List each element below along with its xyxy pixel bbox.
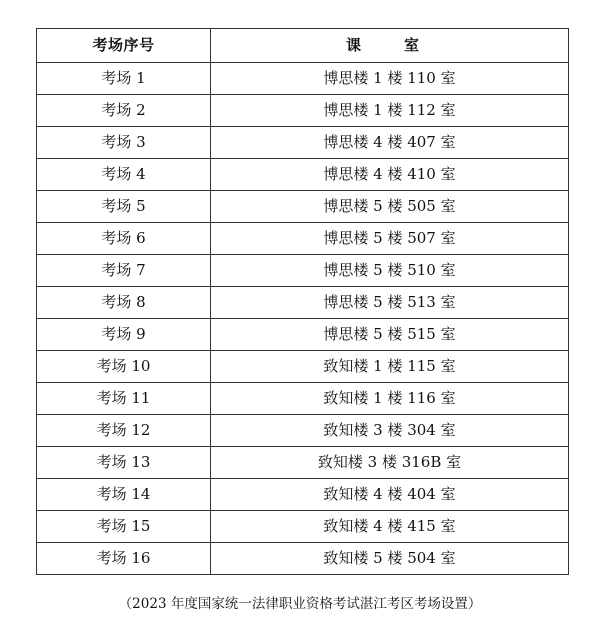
hall-number-cell: 考场 7 bbox=[37, 255, 211, 287]
hall-number-cell: 考场 8 bbox=[37, 287, 211, 319]
table-row bbox=[37, 95, 569, 127]
table-header bbox=[37, 29, 569, 63]
hall-number-cell: 考场 5 bbox=[37, 191, 211, 223]
hall-number-cell: 考场 6 bbox=[37, 223, 211, 255]
table-row bbox=[37, 479, 569, 511]
classroom-cell: 致知楼 3 楼 304 室 bbox=[211, 415, 569, 447]
table-row bbox=[37, 63, 569, 95]
hall-number-cell: 考场 11 bbox=[37, 383, 211, 415]
table-row bbox=[37, 351, 569, 383]
classroom-cell: 致知楼 4 楼 415 室 bbox=[211, 511, 569, 543]
table-row bbox=[37, 127, 569, 159]
classroom-cell: 博思楼 1 楼 110 室 bbox=[211, 63, 569, 95]
table-row bbox=[37, 319, 569, 351]
table-row bbox=[37, 543, 569, 575]
hall-number-cell: 考场 10 bbox=[37, 351, 211, 383]
table-row bbox=[37, 159, 569, 191]
classroom-cell: 博思楼 5 楼 515 室 bbox=[211, 319, 569, 351]
table-row bbox=[37, 255, 569, 287]
hall-number-cell: 考场 2 bbox=[37, 95, 211, 127]
classroom-cell: 博思楼 5 楼 505 室 bbox=[211, 191, 569, 223]
classroom-cell: 致知楼 1 楼 116 室 bbox=[211, 383, 569, 415]
hall-number-cell: 考场 3 bbox=[37, 127, 211, 159]
table-row bbox=[37, 191, 569, 223]
exam-room-table bbox=[36, 28, 569, 575]
classroom-cell: 博思楼 5 楼 513 室 bbox=[211, 287, 569, 319]
hall-number-cell: 考场 14 bbox=[37, 479, 211, 511]
classroom-cell: 博思楼 4 楼 410 室 bbox=[211, 159, 569, 191]
classroom-cell: 博思楼 4 楼 407 室 bbox=[211, 127, 569, 159]
hall-number-cell: 考场 9 bbox=[37, 319, 211, 351]
table-row bbox=[37, 511, 569, 543]
hall-number-cell: 考场 1 bbox=[37, 63, 211, 95]
classroom-cell: 致知楼 5 楼 504 室 bbox=[211, 543, 569, 575]
hall-number-cell: 考场 13 bbox=[37, 447, 211, 479]
table-row bbox=[37, 287, 569, 319]
classroom-cell: 致知楼 1 楼 115 室 bbox=[211, 351, 569, 383]
hall-number-cell: 考场 4 bbox=[37, 159, 211, 191]
table-row bbox=[37, 383, 569, 415]
classroom-header: 课 室 bbox=[211, 29, 569, 63]
classroom-cell: 博思楼 5 楼 507 室 bbox=[211, 223, 569, 255]
hall-number-cell: 考场 12 bbox=[37, 415, 211, 447]
table-row bbox=[37, 447, 569, 479]
table-row bbox=[37, 415, 569, 447]
table-caption: （2023 年度国家统一法律职业资格考试湛江考区考场设置） bbox=[118, 596, 482, 612]
classroom-cell: 博思楼 5 楼 510 室 bbox=[211, 255, 569, 287]
header-row bbox=[37, 29, 569, 63]
hall-number-cell: 考场 16 bbox=[37, 543, 211, 575]
classroom-cell: 致知楼 3 楼 316B 室 bbox=[211, 447, 569, 479]
classroom-cell: 博思楼 1 楼 112 室 bbox=[211, 95, 569, 127]
classroom-cell: 致知楼 4 楼 404 室 bbox=[211, 479, 569, 511]
table-body bbox=[37, 63, 569, 575]
hall-number-header: 考场序号 bbox=[37, 29, 211, 63]
table-row bbox=[37, 223, 569, 255]
hall-number-cell: 考场 15 bbox=[37, 511, 211, 543]
